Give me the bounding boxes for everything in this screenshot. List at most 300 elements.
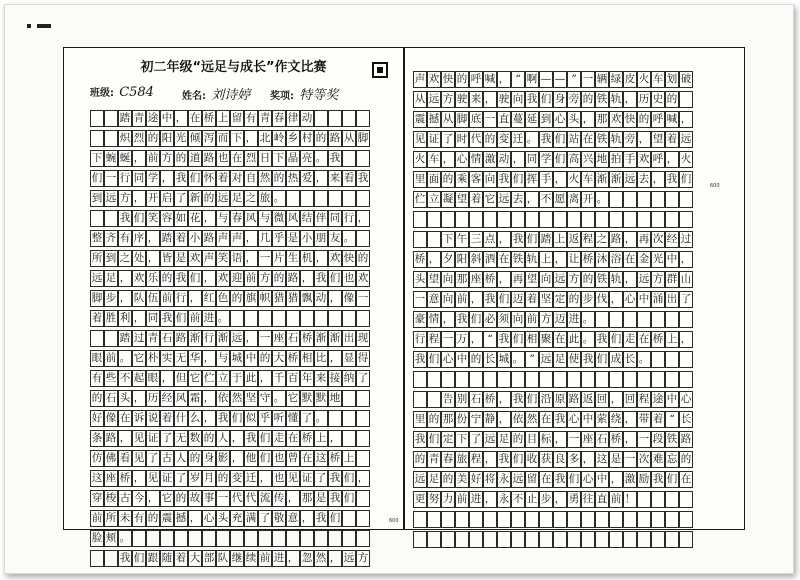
- grid-cell: 笑: [216, 250, 230, 267]
- grid-cell: 远: [413, 471, 427, 488]
- grid-cell: [511, 211, 525, 228]
- grid-cell: 乡: [286, 130, 300, 147]
- grid-cell: [511, 371, 525, 388]
- grid-cell: 激: [483, 151, 497, 168]
- grid-cell: 手: [623, 151, 637, 168]
- grid-cell: 纳: [342, 370, 356, 387]
- grid-cell: 下: [90, 150, 104, 167]
- grid-cell: 代: [230, 490, 244, 507]
- grid-cell: ，: [328, 430, 342, 447]
- grid-cell: [356, 430, 370, 447]
- grid-cell: 快: [623, 111, 637, 128]
- grid-cell: 呼: [651, 111, 665, 128]
- grid-cell: [328, 110, 342, 127]
- grid-cell: ，: [553, 251, 567, 268]
- grid-cell: 石: [286, 330, 300, 347]
- grid-cell: 凝: [441, 191, 455, 208]
- grid-cell: 的: [679, 451, 693, 468]
- grid-cell: [258, 310, 272, 327]
- grid-cell: [286, 530, 300, 547]
- grid-cell: 走: [272, 430, 286, 447]
- grid-cell: 路: [202, 230, 216, 247]
- grid-cell: 们: [595, 351, 609, 368]
- grid-cell: [90, 550, 104, 567]
- grid-cell: 倾: [188, 130, 202, 147]
- grid-cell: [665, 351, 679, 368]
- grid-cell: [483, 371, 497, 388]
- grid-cell: 未: [118, 510, 132, 527]
- grid-cell: 旁: [623, 131, 637, 148]
- grid-cell: 下: [272, 150, 286, 167]
- grid-cell: 传: [272, 490, 286, 507]
- grid-cell: [497, 531, 511, 548]
- grid-cell: 心: [202, 510, 216, 527]
- grid-cell: 上: [342, 450, 356, 467]
- grid-cell: [413, 231, 427, 248]
- grid-cell: [90, 210, 104, 227]
- grid-cell: 代: [244, 490, 258, 507]
- grid-cell: 三: [469, 231, 483, 248]
- grid-cell: 月: [202, 470, 216, 487]
- grid-cell: 情: [469, 151, 483, 168]
- grid-cell: ，: [244, 330, 258, 347]
- grid-cell: 目: [525, 431, 539, 448]
- grid-cell: [230, 310, 244, 327]
- grid-cell: ，: [497, 71, 511, 88]
- grid-cell: 了: [469, 431, 483, 448]
- grid-cell: 在: [497, 251, 511, 268]
- grid-cell: 定: [441, 431, 455, 448]
- grid-cell: ！: [623, 491, 637, 508]
- grid-cell: —: [539, 71, 553, 88]
- grid-cell: 人: [174, 450, 188, 467]
- grid-cell: 迈: [511, 291, 525, 308]
- grid-cell: [469, 211, 483, 228]
- grid-cell: 学: [146, 170, 160, 187]
- grid-cell: [679, 191, 693, 208]
- grid-cell: [455, 371, 469, 388]
- grid-cell: 地: [328, 390, 342, 407]
- grid-cell: 些: [104, 370, 118, 387]
- grid-cell: 挥: [525, 171, 539, 188]
- grid-cell: 去: [637, 171, 651, 188]
- grid-cell: 踏: [160, 230, 174, 247]
- grid-cell: 上: [539, 251, 553, 268]
- grid-cell: 它: [132, 350, 146, 367]
- grid-cell: 方: [441, 91, 455, 108]
- grid-cell: 里: [413, 171, 427, 188]
- grid-cell: [342, 190, 356, 207]
- grid-cell: ，: [623, 231, 637, 248]
- grid-cell: [342, 310, 356, 327]
- grid-cell: [497, 371, 511, 388]
- grid-cell: [356, 490, 370, 507]
- grid-cell: [104, 330, 118, 347]
- grid-cell: 乎: [258, 410, 272, 427]
- grid-cell: 对: [230, 170, 244, 187]
- grid-cell: 是: [174, 250, 188, 267]
- grid-cell: 桥: [300, 330, 314, 347]
- grid-cell: 们: [328, 510, 342, 527]
- grid-cell: 标: [539, 431, 553, 448]
- grid-cell: 回: [623, 391, 637, 408]
- grid-cell: 头: [216, 510, 230, 527]
- grid-cell: 喊: [483, 71, 497, 88]
- grid-cell: 胜: [104, 310, 118, 327]
- grid-cell: 现: [356, 330, 370, 347]
- grid-cell: 走: [623, 331, 637, 348]
- grid-cell: 了: [441, 131, 455, 148]
- grid-cell: ，: [356, 210, 370, 227]
- grid-cell: 么: [188, 410, 202, 427]
- grid-cell: 心: [679, 391, 693, 408]
- grid-cell: 夕: [441, 251, 455, 268]
- grid-cell: 的: [90, 390, 104, 407]
- grid-cell: 前: [160, 290, 174, 307]
- grid-cell: 的: [637, 111, 651, 128]
- grid-cell: 。: [581, 311, 595, 328]
- grid-cell: 上: [314, 430, 328, 447]
- grid-cell: 们: [188, 270, 202, 287]
- grid-cell: 色: [216, 290, 230, 307]
- grid-cell: 远: [623, 171, 637, 188]
- grid-cell: [609, 191, 623, 208]
- grid-cell: [665, 371, 679, 388]
- grid-cell: 震: [413, 111, 427, 128]
- grid-cell: ，: [497, 411, 511, 428]
- grid-cell: 烈: [132, 130, 146, 147]
- grid-cell: 了: [300, 410, 314, 427]
- grid-cell: 足: [427, 471, 441, 488]
- grid-cell: [342, 390, 356, 407]
- grid-cell: 好: [469, 471, 483, 488]
- grid-cell: 我: [581, 351, 595, 368]
- grid-cell: [427, 371, 441, 388]
- grid-cell: 从: [342, 130, 356, 147]
- grid-cell: 满: [244, 510, 258, 527]
- grid-cell: 渐: [314, 330, 328, 347]
- grid-cell: 进: [469, 491, 483, 508]
- grid-cell: 有: [244, 110, 258, 127]
- grid-cell: ，: [118, 430, 132, 447]
- grid-cell: 古: [160, 450, 174, 467]
- grid-cell: 声: [413, 71, 427, 88]
- grid-cell: 的: [258, 350, 272, 367]
- grid-cell: ，: [244, 130, 258, 147]
- grid-cell: 桥: [609, 431, 623, 448]
- grid-cell: 我: [511, 391, 525, 408]
- grid-cell: [651, 371, 665, 388]
- grid-cell: 了: [146, 450, 160, 467]
- grid-cell: 事: [202, 490, 216, 507]
- grid-cell: 必: [483, 311, 497, 328]
- grid-cell: 回: [595, 391, 609, 408]
- grid-cell: [188, 530, 202, 547]
- grid-cell: 。: [216, 310, 230, 327]
- grid-cell: [300, 310, 314, 327]
- grid-cell: 让: [567, 251, 581, 268]
- grid-cell: 足: [497, 431, 511, 448]
- grid-cell: 远: [427, 91, 441, 108]
- grid-cell: 。: [525, 131, 539, 148]
- grid-cell: [637, 491, 651, 508]
- grid-cell: 也: [272, 470, 286, 487]
- grid-cell: ，: [483, 491, 497, 508]
- grid-cell: 有: [132, 510, 146, 527]
- grid-cell: 在: [623, 251, 637, 268]
- grid-cell: [342, 150, 356, 167]
- grid-cell: ，: [553, 431, 567, 448]
- grid-cell: [230, 530, 244, 547]
- grid-cell: 步: [581, 291, 595, 308]
- grid-cell: 离: [567, 191, 581, 208]
- grid-cell: 情: [427, 311, 441, 328]
- grid-cell: 向: [539, 271, 553, 288]
- grid-cell: ，: [314, 170, 328, 187]
- grid-cell: 同: [328, 210, 342, 227]
- left-writing-grid: [90, 110, 370, 570]
- grid-cell: 渐: [328, 330, 342, 347]
- grid-cell: 我: [118, 210, 132, 227]
- grid-cell: 们: [342, 470, 356, 487]
- grid-cell: [623, 511, 637, 528]
- grid-cell: 前: [104, 350, 118, 367]
- grid-cell: 头: [118, 390, 132, 407]
- grid-cell: 经: [160, 390, 174, 407]
- grid-cell: 破: [679, 71, 693, 88]
- grid-cell: 心: [553, 111, 567, 128]
- grid-cell: 时: [455, 131, 469, 148]
- grid-cell: 朋: [314, 230, 328, 247]
- grid-cell: 迁: [244, 470, 258, 487]
- grid-cell: 在: [637, 331, 651, 348]
- grid-cell: 出: [342, 330, 356, 347]
- grid-cell: [483, 511, 497, 528]
- grid-cell: ，: [441, 151, 455, 168]
- grid-cell: [637, 191, 651, 208]
- grid-cell: [525, 371, 539, 388]
- grid-cell: 序: [132, 230, 146, 247]
- grid-cell: 飘: [300, 290, 314, 307]
- grid-cell: 蜒: [118, 150, 132, 167]
- grid-cell: 大: [272, 350, 286, 367]
- grid-cell: 客: [469, 171, 483, 188]
- grid-cell: 无: [174, 350, 188, 367]
- grid-cell: 远: [483, 431, 497, 448]
- grid-cell: [90, 330, 104, 347]
- grid-cell: 方: [160, 150, 174, 167]
- grid-cell: ，: [651, 171, 665, 188]
- grid-cell: 了: [679, 291, 693, 308]
- grid-cell: 意: [427, 291, 441, 308]
- grid-cell: [441, 511, 455, 528]
- grid-cell: 似: [244, 410, 258, 427]
- grid-cell: [483, 211, 497, 228]
- grid-cell: 辆: [595, 71, 609, 88]
- grid-cell: 火: [567, 171, 581, 188]
- grid-cell: 历: [146, 390, 160, 407]
- grid-cell: 远: [679, 131, 693, 148]
- grid-cell: 岭: [272, 130, 286, 147]
- grid-cell: [356, 510, 370, 527]
- grid-cell: ，: [328, 290, 342, 307]
- grid-cell: 远: [497, 191, 511, 208]
- grid-cell: 所: [104, 510, 118, 527]
- grid-cell: [314, 530, 328, 547]
- grid-cell: 桥: [202, 110, 216, 127]
- grid-cell: ，: [553, 491, 567, 508]
- grid-cell: 。: [118, 530, 132, 547]
- grid-cell: 路: [202, 150, 216, 167]
- grid-cell: 同: [146, 310, 160, 327]
- grid-cell: 我: [314, 510, 328, 527]
- grid-cell: [609, 531, 623, 548]
- grid-cell: 望: [651, 131, 665, 148]
- grid-cell: 热: [286, 170, 300, 187]
- grid-cell: [581, 531, 595, 548]
- grid-cell: 伫: [413, 191, 427, 208]
- grid-cell: 在: [230, 150, 244, 167]
- grid-cell: 的: [202, 430, 216, 447]
- grid-cell: 心: [581, 471, 595, 488]
- grid-cell: [609, 311, 623, 328]
- grid-cell: 像: [104, 410, 118, 427]
- grid-cell: 前: [188, 310, 202, 327]
- grid-cell: 阳: [160, 130, 174, 147]
- grid-cell: 踏: [118, 330, 132, 347]
- grid-cell: 与: [216, 350, 230, 367]
- grid-cell: 那: [300, 490, 314, 507]
- grid-cell: [455, 511, 469, 528]
- grid-cell: 我: [328, 490, 342, 507]
- grid-cell: 站: [567, 131, 581, 148]
- grid-cell: 们: [469, 311, 483, 328]
- grid-cell: 帜: [258, 290, 272, 307]
- grid-cell: 流: [258, 490, 272, 507]
- grid-cell: 们: [679, 171, 693, 188]
- grid-cell: 学: [539, 151, 553, 168]
- grid-cell: 猎: [286, 290, 300, 307]
- grid-cell: 也: [216, 150, 230, 167]
- grid-cell: [651, 351, 665, 368]
- grid-cell: 微: [272, 210, 286, 227]
- grid-cell: 来: [328, 170, 342, 187]
- grid-cell: 城: [497, 351, 511, 368]
- grid-cell: 桥: [651, 331, 665, 348]
- grid-cell: 豪: [413, 311, 427, 328]
- grid-cell: 依: [511, 411, 525, 428]
- grid-cell: 中: [665, 391, 679, 408]
- grid-cell: [567, 511, 581, 528]
- grid-cell: 更: [413, 491, 427, 508]
- grid-cell: ，: [132, 470, 146, 487]
- grid-cell: 然: [525, 411, 539, 428]
- grid-cell: [356, 110, 370, 127]
- grid-cell: 勇: [567, 491, 581, 508]
- grid-cell: 迈: [553, 311, 567, 328]
- grid-cell: 前: [609, 491, 623, 508]
- grid-cell: 我: [483, 291, 497, 308]
- grid-cell: 来: [469, 91, 483, 108]
- grid-cell: [427, 211, 441, 228]
- grid-cell: ，: [160, 370, 174, 387]
- grid-cell: [455, 531, 469, 548]
- grid-cell: ，: [497, 231, 511, 248]
- grid-cell: 路: [679, 431, 693, 448]
- grid-cell: 旅: [455, 451, 469, 468]
- grid-cell: 声: [202, 250, 216, 267]
- grid-cell: 们: [553, 131, 567, 148]
- grid-cell: 远: [90, 270, 104, 287]
- grid-cell: 激: [623, 471, 637, 488]
- grid-cell: ，: [441, 311, 455, 328]
- grid-cell: ，: [230, 450, 244, 467]
- grid-cell: 座: [581, 431, 595, 448]
- grid-cell: 手: [539, 171, 553, 188]
- grid-cell: ，: [286, 550, 300, 567]
- grid-cell: 们: [525, 391, 539, 408]
- grid-cell: 光: [174, 130, 188, 147]
- grid-cell: ，: [469, 331, 483, 348]
- grid-cell: [595, 211, 609, 228]
- grid-cell: 然: [314, 550, 328, 567]
- grid-cell: ，: [300, 510, 314, 527]
- grid-cell: 止: [525, 491, 539, 508]
- grid-cell: 于: [230, 370, 244, 387]
- grid-cell: 途: [146, 110, 160, 127]
- grid-cell: 我: [328, 150, 342, 167]
- grid-cell: [497, 211, 511, 228]
- grid-cell: [356, 230, 370, 247]
- grid-cell: ，: [146, 250, 160, 267]
- grid-cell: 伍: [146, 290, 160, 307]
- grid-cell: 蔓: [511, 111, 525, 128]
- grid-cell: 心: [623, 291, 637, 308]
- grid-cell: 远: [511, 471, 525, 488]
- grid-cell: 的: [202, 190, 216, 207]
- grid-cell: [300, 190, 314, 207]
- grid-cell: [665, 511, 679, 528]
- grid-cell: 喊: [665, 111, 679, 128]
- grid-cell: 是: [314, 490, 328, 507]
- grid-cell: [356, 450, 370, 467]
- grid-cell: 证: [146, 430, 160, 447]
- grid-cell: 远: [637, 271, 651, 288]
- grid-cell: [441, 211, 455, 228]
- grid-cell: 次: [637, 451, 651, 468]
- grid-cell: 们: [132, 210, 146, 227]
- grid-cell: 青: [132, 110, 146, 127]
- grid-cell: 我: [314, 270, 328, 287]
- grid-cell: 仿: [90, 450, 104, 467]
- grid-cell: [160, 530, 174, 547]
- grid-cell: [651, 191, 665, 208]
- grid-cell: 途: [651, 391, 665, 408]
- grid-cell: [679, 491, 693, 508]
- grid-cell: 容: [160, 210, 174, 227]
- grid-cell: [497, 511, 511, 528]
- essay-title: 初二年级“远足与成长”作文比赛: [140, 60, 327, 75]
- grid-cell: ”: [567, 71, 581, 88]
- grid-cell: 划: [665, 71, 679, 88]
- grid-cell: 诉: [132, 410, 146, 427]
- grid-cell: 此: [567, 331, 581, 348]
- grid-cell: 如: [174, 210, 188, 227]
- grid-cell: 开: [146, 190, 160, 207]
- grid-cell: [244, 530, 258, 547]
- grid-cell: 它: [286, 390, 300, 407]
- grid-cell: 方: [118, 190, 132, 207]
